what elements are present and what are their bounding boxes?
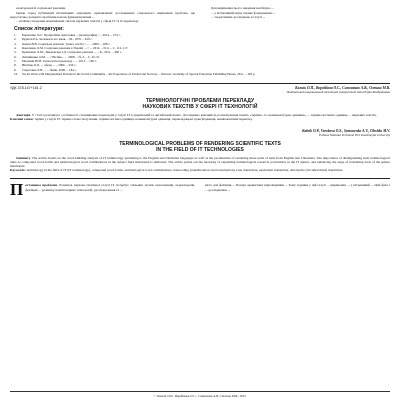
article-header	[10, 86, 390, 94]
reference-text: Social Work with Marginalized Persons in the Social Community – the Experience of Poland and Norway. – Warsaw: Academy of Special Education Publishing House, 2011. – 320 p.	[22, 71, 256, 76]
reference-text: Сиротенко Л.В. ... – Львів, 2009. – 184 с.	[22, 67, 77, 72]
paragraph: Для вирішення цього завдання необхідно ...	[211, 6, 275, 10]
section-lead: остановка проблеми.	[25, 183, 58, 188]
footer-divider	[10, 391, 390, 392]
en-affiliation: Poltava National Technical Yuri Kondratyuk University	[319, 132, 390, 137]
reference-number: 10.	[14, 71, 18, 76]
ua-abstract-text: У статті розглянуто особливості словникових перекладів у галузі ІТ в українській та англійській мовах. Досліджено важливість розмежування понять «термін» та «номенклатурна одиниця», ... термінологічних одиниць ... наукових текстів.	[31, 112, 377, 117]
paragraph: ... у вітчизняній науці сприяє формуванню ...	[211, 10, 276, 15]
reference-item	[14, 73, 390, 77]
reference-number: 7.	[14, 58, 17, 63]
en-title-line: IN THE FIELD OF IT TECHNOLOGIES	[156, 146, 244, 153]
intro-paragraph	[10, 180, 195, 200]
ua-abstract	[10, 113, 390, 117]
reference-text: Іванов В.В. Соціальна реклама : [навч. посіб.] / ... – 2009. – 208 с.	[22, 41, 111, 46]
references-heading: Список літератури:	[14, 26, 64, 33]
reference-text: Будагов Р.А. Человек и его язык. – М., 1976. – 429 с.	[22, 37, 93, 42]
en-keywords	[10, 168, 390, 172]
en-title	[10, 141, 390, 153]
en-abstract-label: Summary.	[16, 155, 31, 160]
reference-number: 2.	[14, 37, 17, 42]
ua-abstract-label: Анотація.	[16, 112, 32, 117]
body-left-column	[10, 180, 195, 200]
en-title-line: TERMINOLOGICAL PROBLEMS OF RENDERING SCIENTIFIC TEXTS	[119, 140, 281, 147]
reference-number: 1.	[14, 33, 17, 38]
reference-text: Борисенко О.С. Професійна підготовка ... [монографія] / ... 2014. – 274 с.	[22, 33, 121, 38]
body-columns	[10, 180, 390, 200]
ua-title-line: ТЕРМІНОЛОГІЧНІ ПРОБЛЕМИ ПЕРЕКЛАДУ	[145, 97, 255, 104]
reference-number: 9.	[14, 67, 17, 72]
reference-number: 5.	[14, 50, 17, 55]
top-text-columns	[10, 6, 390, 24]
ua-title-line: НАУКОВИХ ТЕКСТІВ У СФЕРІ ІТ ТЕХНОЛОГІЙ	[142, 103, 258, 110]
en-abstract	[10, 156, 390, 168]
en-abstract-text: The article dwells on the word-building analysis of IT terminology pertaining to the English and Ukrainian languages as well as the peculiarities of rendering these units of term from English into Ukrainian. The importance of distinguishing such terminological units as compound word-forms and terminological word combinations in the subject field mentioned is indicated. The article points out the necessity of expanding terminological research, particularly in the IT sphere, and enhancing the stage of translating texts of the sphere mentioned.	[10, 155, 391, 168]
paragraph: вість для фахівців ... Пошук адекватних відповідників ... Тому терміни у цій галузі ... вирішення ... у вітчизняній ... Цей факт і ... дослідження ...	[205, 183, 390, 192]
intro-text: Розвиток науково-технічної галузі ІТ потребує спільних зусиль мовознавців, перекладачів, фахівців ... розвитку комп'ютерних технологій, удосконалення та ...	[25, 183, 195, 192]
reference-number: 3.	[14, 41, 17, 46]
ua-keywords-text: термін у галузі ІТ, термін-словосполучення, термінологічна одиниця, номенклатурна одиниця, перекладацька трансформація, еквівалентний переклад.	[34, 117, 253, 122]
en-keywords-label: Keywords:	[10, 168, 26, 173]
top-left-column	[10, 6, 195, 24]
ua-authors: Калнік О.П., Воробйова О.С., Симоненко А.В., Олешко М.В.	[295, 85, 390, 90]
ua-affiliation: Полтавський національний технічний університет імені Юрія Кондратюка	[286, 89, 390, 94]
ua-title	[10, 98, 390, 110]
ua-authors-block	[82, 86, 390, 94]
references-list	[10, 34, 390, 77]
ua-keywords-label: Ключові слова:	[10, 117, 34, 122]
reference-number: 4.	[14, 46, 17, 51]
section-divider	[10, 83, 390, 84]
en-authors: Kalnik O.P., Vorobova O.S., Symonenko A.V., Oleshko M.V.	[302, 128, 390, 133]
udc-code: УДК 378.147+161.2	[10, 85, 42, 90]
top-right-column	[205, 6, 390, 24]
en-keywords-text: terminology in the field of IT (IT terminology), compound word-forms, terminological word combinations, transcoding (transliteration and transcription), loan translation, equivalent translation, descriptive (circumscribed) translation.	[26, 168, 344, 173]
body-right-column	[205, 183, 390, 197]
paragraph: Однак серед публікацій вітчизняних науковців, присвячених дослідженню соціального вирішення проблем, ще недостатньо розкрито проблеми власне функціонування ...	[10, 10, 195, 19]
reference-number: 6.	[14, 54, 17, 59]
paragraph: ... шляхів створення повноцінних систем наукових текстів у сфері ІТ та їх перекладу.	[16, 19, 139, 24]
reference-text: Нікітюк О.О. ... сфера ... – 2006. – 256 с.	[22, 63, 77, 68]
reference-text: Мельник Ю.В. Технологія перекладу ... – 2013. – 190 с.	[22, 58, 97, 63]
reference-text: Литвиненко О.М. ... // Вісник ... – 2008. – № 3. – С. 45–51.	[22, 54, 101, 59]
section-divider	[10, 178, 390, 179]
drop-cap: П	[10, 180, 24, 200]
reference-number: 8.	[14, 63, 17, 68]
reference-text: Кравченко Л.М., Зіньковська І.Д. Соціальна реклама ... – К., 2011. – 360 с.	[22, 50, 123, 55]
paragraph: ... теоретичних досліджень в галузі ...	[211, 15, 266, 20]
copyright-footer: © Калнік О.П., Воробйова О.С., Симоненко А.В., Олешко М.В., 2015	[154, 394, 246, 398]
paragraph: електронної й соціальної реклами.	[16, 6, 66, 10]
reference-text: Коваленко О.М. Соціальна реклама в Україні ... // ... 2012. – № 6. – С. 112–117.	[22, 46, 129, 51]
